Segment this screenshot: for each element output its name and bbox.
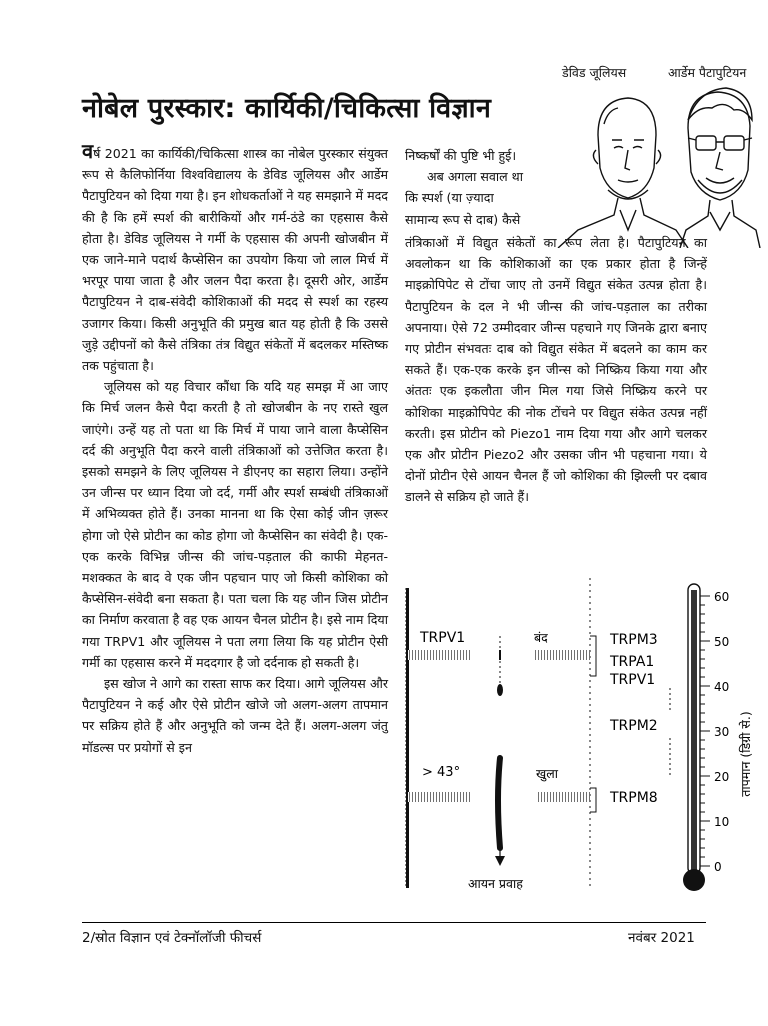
glasses-left [696, 136, 716, 150]
thermometer-ticks [700, 590, 729, 874]
narrow-line: अब अगला सवाल था [427, 169, 523, 185]
narrow-line: सामान्य रूप से दाब) कैसे [405, 211, 521, 227]
glasses-right [724, 136, 744, 150]
label-temperature: > 43° [422, 765, 461, 780]
thermometer-bulb [683, 869, 705, 891]
article-right-narrow [405, 145, 540, 230]
glasses-bridge [688, 138, 752, 142]
footer-rule [82, 922, 706, 923]
label-ion-flow: आयन प्रवाह [468, 876, 523, 891]
patapoutian-smile [706, 178, 734, 183]
label-trpm3: TRPM3 [610, 632, 658, 648]
article-right-column [405, 232, 707, 508]
label-trpv1-right: TRPV1 [610, 672, 656, 688]
caption-julius: डेविड जूलियस [562, 65, 627, 80]
patapoutian-collar [710, 212, 730, 230]
paragraph-right: तंत्रिकाओं में विद्युत संकेतों का रूप लेता है। पैटापुटियन का अवलोकन था कि कोशिकाओं का एक प्रकार होता है जिन्हें माइक्रोपिपेट से टोंचा जाए तो उनमें विद्युत संकेत उत्पन्न होता है। पैटापुटियन के दल ने भी जीन्स की जांच-पड़ताल का तरीका अपनाया। ऐसे 72 उम्मीदवार जीन्स पहचाने गए जिनके द्वारा बनाए गए प्रोटीन संभवतः दाब को विद्युत संकेत में बदलने का काम कर सकते हैं। एक-एक करके इन जीन्स को निष्क्रिय किया गया और अंततः एक इकलौता जीन मिल गया जिसे निष्क्रिय करने पर कोशिका माइक्रोपिपेट की नोक टोंचने पर विद्युत संकेत उत्पन्न नहीं करती। इस प्रोटीन को Piezo1 नाम दिया गया और आगे चलकर एक और प्रोटीन Piezo2 और उसका जीन भी पहचाना गया। ये दोनों प्रोटीन ऐसे आयन चैनल हैं जो कोशिका की झिल्ली पर दबाव डालने से सक्रिय हो जाते हैं। [405, 235, 707, 505]
label-open: खुला [536, 766, 558, 781]
laureate-portraits [548, 80, 763, 248]
article-left-column [82, 139, 388, 758]
thermometer-fill [691, 590, 697, 874]
footer-left: 2/स्रोत विज्ञान एवं टेक्नॉलॉजी फीचर्स [82, 930, 262, 946]
closed-channel-blob [497, 684, 503, 696]
julius-collar [620, 210, 636, 230]
label-closed: बंद [534, 630, 548, 645]
label-trpm2: TRPM2 [610, 718, 658, 734]
label-trpv1-left: TRPV1 [420, 630, 466, 646]
dropcap: व [82, 139, 94, 163]
patapoutian-beard [698, 180, 742, 193]
scale-tick-label: 20 [714, 770, 730, 784]
scale-tick-label: 30 [714, 725, 730, 739]
ion-flow-arrow [495, 856, 505, 866]
membrane-left [406, 588, 409, 888]
julius-nose [625, 150, 630, 170]
caption-patapoutian: आर्डेम पैटापुटियन [668, 65, 747, 80]
scale-tick-label: 40 [714, 680, 730, 694]
open-membrane-right [536, 792, 590, 802]
julius-head [598, 98, 656, 198]
julius-mouth [618, 180, 638, 182]
channel-bracket-upper [590, 636, 596, 676]
label-trpa1: TRPA1 [610, 654, 655, 670]
julius-hairline [604, 108, 618, 124]
paragraph-2: जूलियस को यह विचार कौंधा कि यदि यह समझ में आ जाए कि मिर्च जलन कैसे पैदा करती है तो खोजबीन के नए रास्ते खुल जाएंगे। उन्हें यह तो पता था कि मिर्च में पाया जाने वाला कैप्सेसिन दर्द की अनुभूति पैदा करने वाली तंत्रिकाओं को उत्तेजित करता है। इसको समझने के लिए जूलियस ने डीएनए का सहारा लिया। उन्होंने उन जीन्स पर ध्यान दिया जो दर्द, गर्मी और स्पर्श सम्बंधी तंत्रिकाओं में अभिव्यक्त होते हैं। उनका मानना था कि ऐसा कोई जीन ज़रूर होगा जो ऐसे प्रोटीन का कोड होगा जो कैप्सेसिन का संवेदी है। एक-एक करके विभिन्न जीन्स की जांच-पड़ताल की काफी मेहनत-मशक्कत के बाद वे एक जीन पहचान पाए जो किसी कोशिका को कैप्सेसिन-संवेदी बना सकता है। पता चला कि यह जीन जिस प्रोटीन का निर्माण करवाता है वह एक आयन चैनल प्रोटीन है। इसे नाम दिया गया TRPV1 और जूलियस ने पता लगा लिया कि यह प्रोटीन ऐसी गर्मी का एहसास करने में मददगार है जो दर्दनाक हो सकती है। [82, 379, 388, 670]
paragraph-1 [82, 139, 388, 376]
page-title: नोबेल पुरस्कार: कार्यिकी/चिकित्सा विज्ञान [82, 93, 492, 124]
scale-axis-label: तापमान (डिग्री से.) [738, 711, 753, 797]
closed-membrane-left [408, 650, 470, 660]
thermometer [683, 584, 705, 891]
footer-date: नवंबर 2021 [628, 930, 695, 946]
patapoutian-nose [716, 152, 723, 170]
paragraph-1-text: र्ष 2021 का कार्यिकी/चिकित्सा शास्त्र का नोबेल पुरस्कार संयुक्त रूप से कैलिफोर्निया विश्वविद्यालय के डेविड जूलियस और आर्डेम पैटापुटियन को दिया गया है। इन शोधकर्ताओं ने यह समझाने में मदद की है कि हमें स्पर्श की बारीकियों और गर्म-ठंडे का एहसास कैसे होता है। डेविड जूलियस ने गर्मी के एहसास की अपनी खोजबीन में एक जाने-माने पदार्थ कैप्सेसिन का उपयोग किया जो लाल मिर्च में भरपूर पाया जाता है और जलन पैदा करता है। दूसरी ओर, आर्डेम पैटापुटियन ने दाब-संवेदी कोशिकाओं की मदद से स्पर्श का रहस्य उजागर किया। किसी अनुभूति की प्रमुख बात यह होती है कि उससे जुड़े उद्दीपनों को कैसे तंत्रिका तंत्र विद्युत संकेतों में बदलकर मस्तिष्क तक पहुंचाता है। [82, 146, 388, 374]
paragraph-3: इस खोज ने आगे का रास्ता साफ कर दिया। आगे जूलियस और पैटापुटियन ने कई और ऐसे प्रोटीन खोजे जो अलग-अलग तापमान पर सक्रिय होते हैं और अनुभूति को जन्म देते हैं। अलग-अलग जंतु मॉडल्स पर प्रयोगों से इन [82, 676, 388, 755]
patapoutian-head [688, 92, 750, 200]
label-trpm8: TRPM8 [610, 790, 658, 806]
open-membrane-left [408, 792, 470, 802]
right-hatch-bar-closed [536, 652, 590, 658]
open-channel-pore [498, 758, 500, 848]
scale-tick-label: 50 [714, 635, 730, 649]
narrow-line: निष्कर्षों की पुष्टि भी हुई। [405, 148, 517, 163]
scale-tick-label: 0 [714, 860, 722, 874]
channel-bracket-lower [590, 788, 596, 812]
trp-channel-figure [400, 578, 762, 908]
narrow-line: कि स्पर्श (या ज़्यादा [405, 190, 494, 206]
scale-tick-label: 10 [714, 815, 730, 829]
julius-eyes [614, 147, 642, 149]
scale-tick-label: 60 [714, 590, 730, 604]
